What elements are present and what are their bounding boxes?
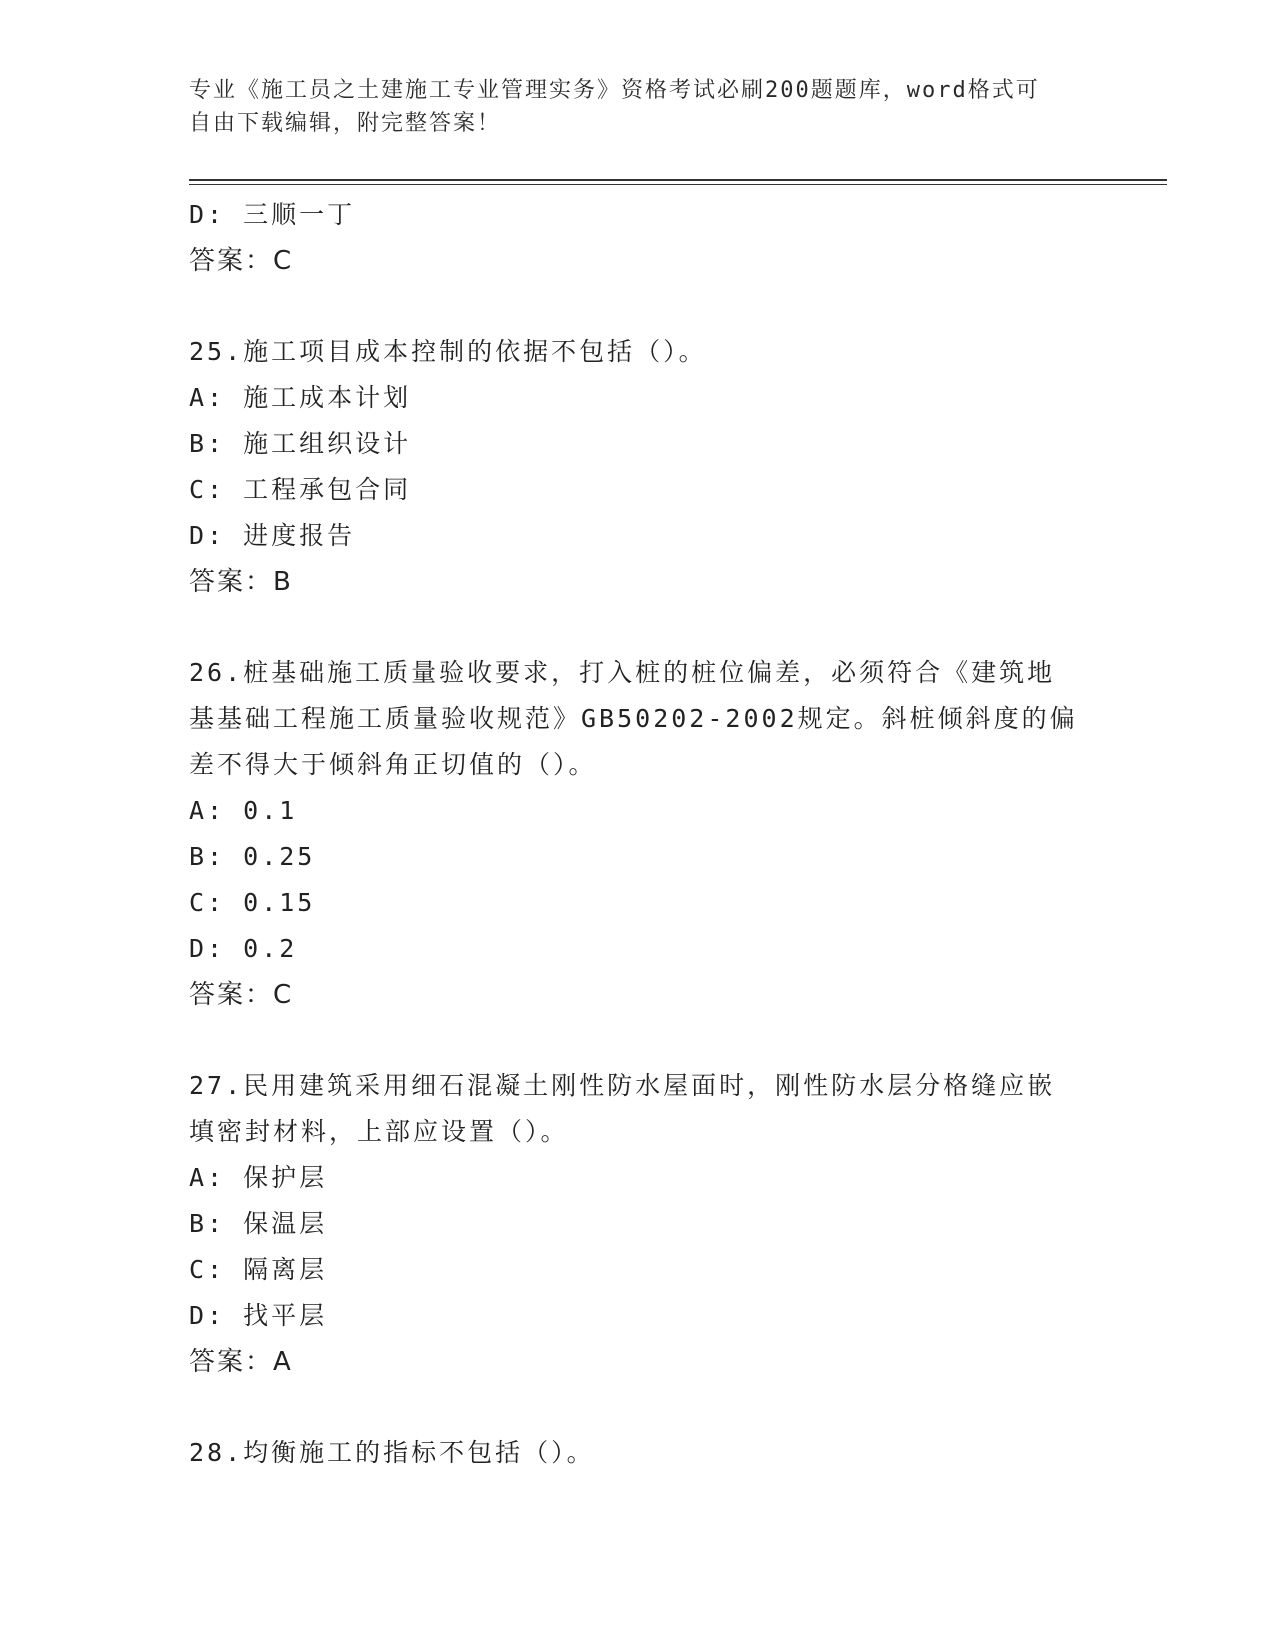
option-b: B: 0.25 [189,842,316,871]
option-a: A: 保护层 [189,1163,328,1192]
answer-line: 答案：B [189,567,293,597]
question-stem-line-1: 26.桩基础施工质量验收要求，打入桩的桩位偏差，必须符合《建筑地 [189,658,1056,687]
option-c: C: 隔离层 [189,1255,328,1284]
document-body [189,192,1089,1476]
option-a: A: 0.1 [189,796,298,825]
question-stem-line-3: 差不得大于倾斜角正切值的（）。 [189,750,597,779]
question-25 [189,329,1089,605]
option-c: C: 0.15 [189,888,316,917]
question-28 [189,1430,1089,1476]
answer-line: 答案：A [189,1347,293,1377]
option-b: B: 保温层 [189,1209,328,1238]
option-d: D: 进度报告 [189,521,356,550]
option-a: A: 施工成本计划 [189,383,412,412]
header-title-line-2: 自由下载编辑，附完整答案！ [189,111,502,136]
header-title-line-1: 专业《施工员之土建施工专业管理实务》资格考试必刷200题题库，word格式可 [189,78,1040,103]
question-stem: 25.施工项目成本控制的依据不包括（）。 [189,337,707,366]
option-d: D: 三顺一丁 [189,200,356,229]
question-stem-line-2: 填密封材料，上部应设置（）。 [189,1117,569,1146]
document-header [189,74,1089,140]
previous-question-tail [189,192,1089,284]
header-divider-thin [189,184,1167,185]
question-stem: 28.均衡施工的指标不包括（）。 [189,1438,595,1467]
option-d: D: 0.2 [189,934,298,963]
option-c: C: 工程承包合同 [189,475,412,504]
option-d: D: 找平层 [189,1301,328,1330]
question-stem-line-2: 基基础工程施工质量验收规范》GB50202-2002规定。斜桩倾斜度的偏 [189,704,1078,733]
answer-line: 答案：C [189,246,294,276]
answer-line: 答案：C [189,980,294,1010]
question-27 [189,1063,1089,1385]
question-26 [189,650,1089,1018]
question-stem-line-1: 27.民用建筑采用细石混凝土刚性防水屋面时，刚性防水层分格缝应嵌 [189,1071,1056,1100]
header-divider-thick [189,179,1167,181]
option-b: B: 施工组织设计 [189,429,412,458]
